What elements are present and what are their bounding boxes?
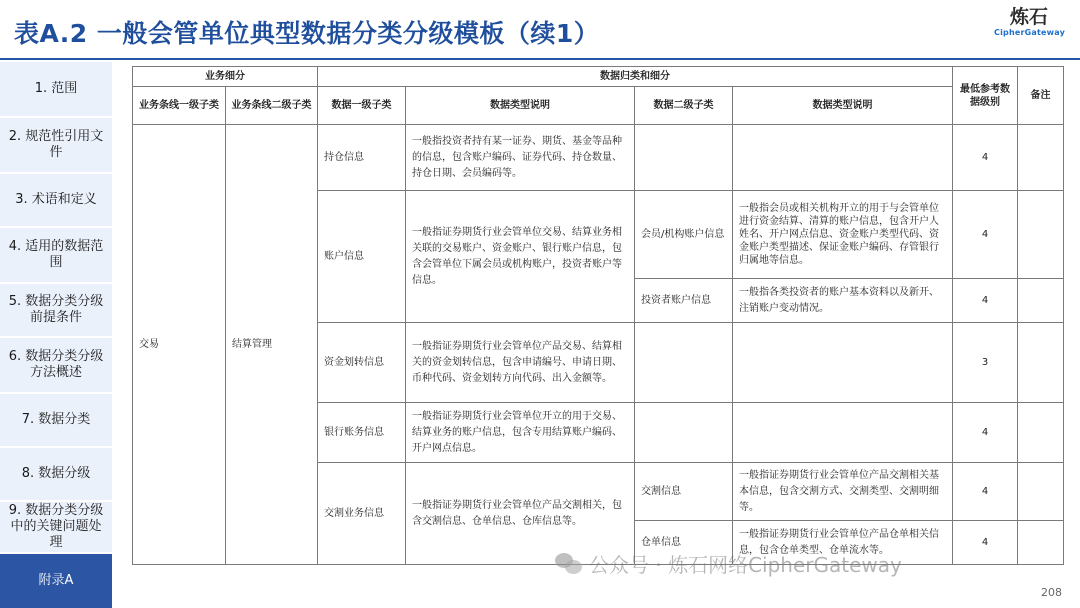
- sidebar-item-data-range[interactable]: [0, 228, 114, 282]
- cell-business-l1: 交易: [133, 125, 226, 565]
- header-data-type-desc-2: 数据类型说明: [733, 87, 953, 125]
- cell-data-l2: 仓单信息: [635, 521, 733, 565]
- cell-business-l2: 结算管理: [226, 125, 318, 565]
- header-business-l2: 业务条线二级子类: [226, 87, 318, 125]
- header-business-l1: 业务条线一级子类: [133, 87, 226, 125]
- sidebar-item-label: 9. 数据分类分级中的关键问题处理: [8, 503, 104, 550]
- classification-table: [132, 66, 1064, 565]
- classification-table-wrapper: [132, 66, 1063, 565]
- cell-data-l1: 持仓信息: [318, 125, 406, 191]
- watermark: [555, 549, 902, 578]
- cell-remarks: [1018, 125, 1064, 191]
- cell-data-l2: [635, 403, 733, 463]
- page-number: 208: [1041, 586, 1062, 599]
- sidebar-item-scope[interactable]: [0, 62, 114, 116]
- cell-data-desc-2: [733, 323, 953, 403]
- cell-level: 4: [953, 463, 1018, 521]
- cell-data-desc: 一般指证券期货行业会管单位交易、结算业务相关联的交易账户、资金账户、银行账户信息，包含会管单位下属会员或机构账户，投资者账户等信息。: [406, 191, 635, 323]
- cell-remarks: [1018, 323, 1064, 403]
- cell-data-desc-2: [733, 125, 953, 191]
- sidebar-item-grading[interactable]: [0, 448, 114, 500]
- sidebar-item-label: 附录A: [38, 573, 74, 588]
- company-logo: [994, 6, 1064, 38]
- header-data-classification: 数据归类和细分: [318, 67, 953, 87]
- sidebar-item-label: 4. 适用的数据范围: [8, 239, 104, 270]
- cell-remarks: [1018, 279, 1064, 323]
- page-title: 表A.2 一般会管单位典型数据分类分级模板（续1）: [14, 19, 600, 48]
- sidebar-item-preconditions[interactable]: [0, 284, 114, 336]
- logo-cn-text: 炼石: [1009, 6, 1048, 28]
- sidebar-item-label: 3. 术语和定义: [15, 192, 97, 207]
- header-data-type-desc: 数据类型说明: [406, 87, 635, 125]
- cell-data-desc-2: [733, 403, 953, 463]
- cell-data-desc-2: 一般指各类投资者的账户基本资料以及新开、注销账户变动情况。: [733, 279, 953, 323]
- header-data-l2: 数据二级子类: [635, 87, 733, 125]
- sidebar-item-label: 6. 数据分类分级方法概述: [8, 349, 104, 380]
- cell-data-l1: 银行账务信息: [318, 403, 406, 463]
- logo-en-text: CipherGateway: [994, 28, 1065, 37]
- cell-data-l2: 会员/机构账户信息: [635, 191, 733, 279]
- sidebar-item-references[interactable]: [0, 118, 114, 172]
- cell-data-desc: 一般指投资者持有某一证券、期货、基金等品种的信息，包含账户编码、证券代码、持仓数量、持仓日期、会员编码等。: [406, 125, 635, 191]
- cell-data-l1: 交割业务信息: [318, 463, 406, 565]
- cell-data-l2: 交割信息: [635, 463, 733, 521]
- sidebar-item-terms[interactable]: [0, 174, 114, 226]
- cell-level: 4: [953, 125, 1018, 191]
- cell-remarks: [1018, 521, 1064, 565]
- cell-level: 4: [953, 521, 1018, 565]
- cell-level: 3: [953, 323, 1018, 403]
- header-min-level: 最低参考数据级别: [953, 67, 1018, 125]
- cell-remarks: [1018, 403, 1064, 463]
- cell-data-desc: 一般指证券期货行业会管单位开立的用于交易、结算业务的账户信息，包含专用结算账户编码、开户网点信息。: [406, 403, 635, 463]
- cell-data-l1: 账户信息: [318, 191, 406, 323]
- table-row: [133, 125, 1064, 191]
- cell-data-desc: 一般指证券期货行业会管单位产品交易、结算相关的资金划转信息，包含申请编号、申请日期、币种代码、资金划转方向代码、出入金额等。: [406, 323, 635, 403]
- sidebar-nav: [0, 62, 116, 608]
- sidebar-item-label: 5. 数据分类分级前提条件: [8, 294, 104, 325]
- cell-data-l2: [635, 125, 733, 191]
- sidebar-item-label: 2. 规范性引用文件: [8, 129, 104, 160]
- wechat-icon: [555, 553, 583, 575]
- cell-data-l2: [635, 323, 733, 403]
- cell-data-desc-2: 一般指会员或相关机构开立的用于与会管单位进行资金结算、清算的账户信息，包含开户人姓名、开户网点信息、资金账户类型代码、资金账户类型描述、保证金账户编码、存管银行归属地等信息。: [733, 191, 953, 279]
- sidebar-item-key-issues[interactable]: [0, 502, 114, 552]
- header-data-l1: 数据一级子类: [318, 87, 406, 125]
- cell-remarks: [1018, 463, 1064, 521]
- cell-data-l1: 资金划转信息: [318, 323, 406, 403]
- sidebar-item-methods[interactable]: [0, 338, 114, 392]
- cell-remarks: [1018, 191, 1064, 279]
- watermark-text: 公众号 · 炼石网络CipherGateway: [589, 553, 902, 577]
- sidebar-item-label: 1. 范围: [34, 81, 78, 96]
- sidebar-item-label: 8. 数据分级: [21, 466, 91, 481]
- cell-data-desc-2: 一般指证券期货行业会管单位产品仓单相关信息，包含仓单类型、仓单流水等。: [733, 521, 953, 565]
- sidebar-item-classification[interactable]: [0, 394, 114, 446]
- cell-data-l2: 投资者账户信息: [635, 279, 733, 323]
- cell-data-desc: 一般指证券期货行业会管单位产品交割相关，包含交割信息、仓单信息、仓库信息等。: [406, 463, 635, 565]
- cell-level: 4: [953, 403, 1018, 463]
- cell-level: 4: [953, 279, 1018, 323]
- cell-data-desc-2: 一般指证券期货行业会管单位产品交割相关基本信息，包含交割方式、交割类型、交割明细等。: [733, 463, 953, 521]
- header-remarks: 备注: [1018, 67, 1064, 125]
- header-divider: [0, 58, 1080, 60]
- sidebar-item-label: 7. 数据分类: [21, 412, 91, 427]
- header-business-subdivision: 业务细分: [133, 67, 318, 87]
- sidebar-item-appendix-a[interactable]: [0, 554, 114, 608]
- cell-level: 4: [953, 191, 1018, 279]
